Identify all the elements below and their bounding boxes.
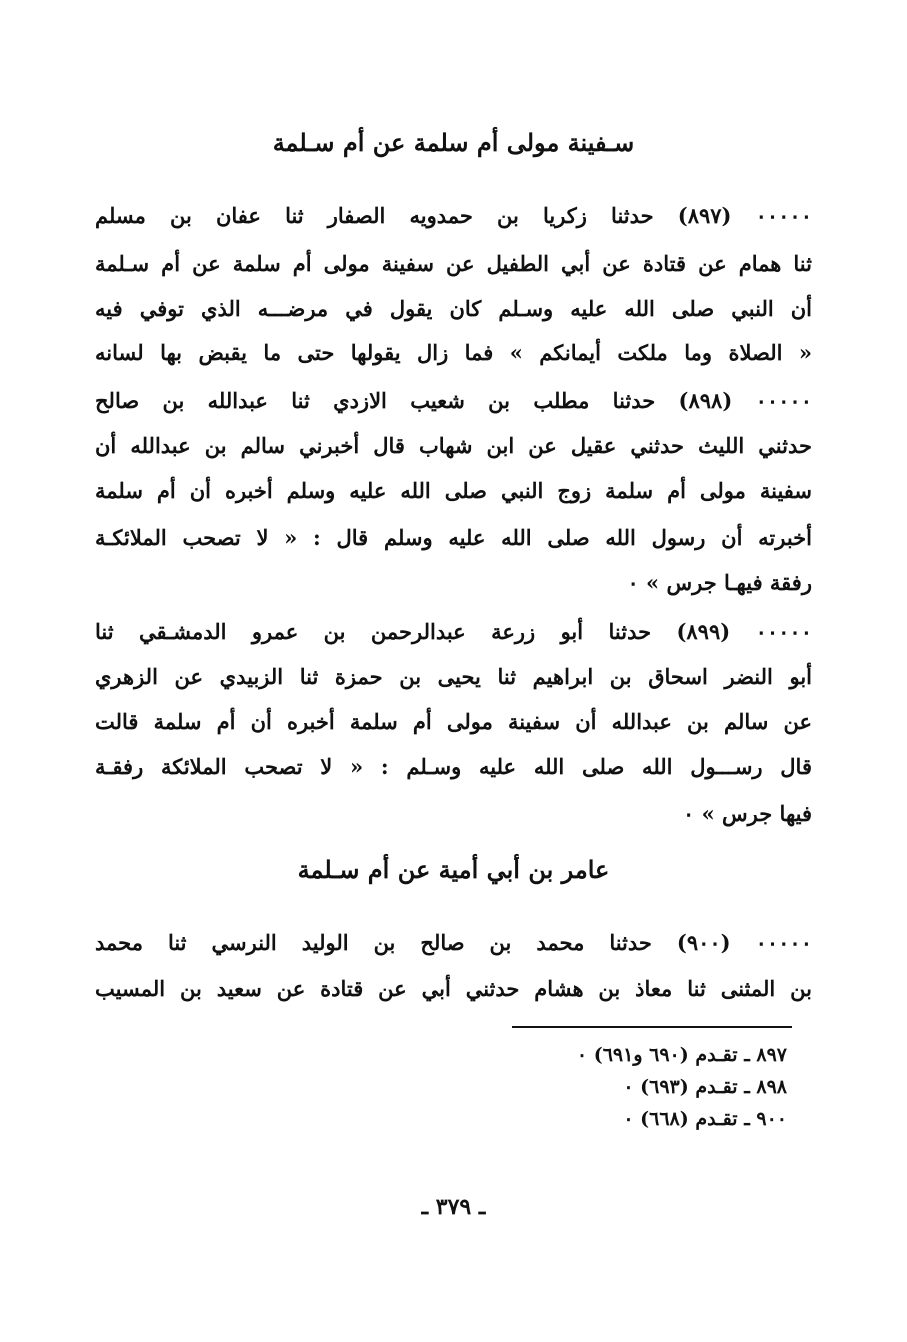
text-line: ٠٠٠٠٠ (٨٩٩) حدثنا أبو زرعة عبدالرحمن بن عمرو الدمشـقي ثنا — [95, 619, 812, 644]
text-line: بن المثنى ثنا معاذ بن هشام حدثني أبي عن قتادة عن سعيد بن المسيب — [95, 976, 812, 1001]
text-line: ٠٠٠٠٠ (٩٠٠) حدثنا محمد بن صالح بن الوليد النرسي ثنا محمد — [95, 930, 812, 955]
text-line: رفقة فيهـا جرس » ٠ — [627, 570, 812, 595]
section-heading-amir: عامر بن أبي أمية عن أم سـلمة — [297, 855, 610, 884]
footnote-item: ٨٩٧ ـ تقـدم (٦٩٠ و٦٩١) ٠ — [576, 1044, 787, 1066]
section-heading-safina: سـفينة مولى أم سلمة عن أم سـلمة — [272, 128, 635, 157]
text-line: حدثني الليث حدثني عقيل عن ابن شهاب قال أخبرني سالم بن عبدالله أن — [95, 433, 812, 458]
text-line: عن سالم بن عبدالله أن سفينة مولى أم سلمة أخبره أن أم سلمة قالت — [95, 709, 812, 734]
text-line: « الصلاة وما ملكت أيمانكم » فما زال يقولها حتى ما يقبض بها لسانه — [95, 340, 812, 365]
text-line: قال رســـول الله صلى الله عليه وسـلم : « لا تصحب الملائكة رفقـة — [95, 754, 812, 779]
text-line: ٠٠٠٠٠ (٨٩٨) حدثنا مطلب بن شعيب الازدي ثنا عبدالله بن صالح — [95, 388, 812, 413]
text-line: ثنا همام عن قتادة عن أبي الطفيل عن سفينة مولى أم سلمة عن أم سـلمة — [95, 251, 812, 276]
footnote-item: ٨٩٨ ـ تقـدم (٦٩٣) ٠ — [623, 1076, 787, 1098]
text-line: فيها جرس » ٠ — [683, 801, 812, 826]
text-line: أخبرته أن رسول الله صلى الله عليه وسلم قال : « لا تصحب الملائكـة — [95, 525, 812, 550]
text-line: أن النبي صلى الله عليه وسـلم كان يقول في مرضـــه الذي توفي فيه — [95, 296, 812, 321]
text-line: ٠٠٠٠٠ (٨٩٧) حدثنا زكريا بن حمدويه الصفار ثنا عفان بن مسلم — [95, 203, 812, 228]
text-line: سفينة مولى أم سلمة زوج النبي صلى الله عليه وسلم أخبره أن أم سلمة — [95, 478, 812, 503]
text-line: أبو النضر اسحاق بن ابراهيم ثنا يحيى بن حمزة ثنا الزبيدي عن الزهري — [95, 664, 812, 689]
footnote-divider — [512, 1026, 792, 1028]
page-number: ـ ٣٧٩ ـ — [421, 1194, 486, 1220]
footnote-item: ٩٠٠ ـ تقـدم (٦٦٨) ٠ — [623, 1108, 787, 1130]
